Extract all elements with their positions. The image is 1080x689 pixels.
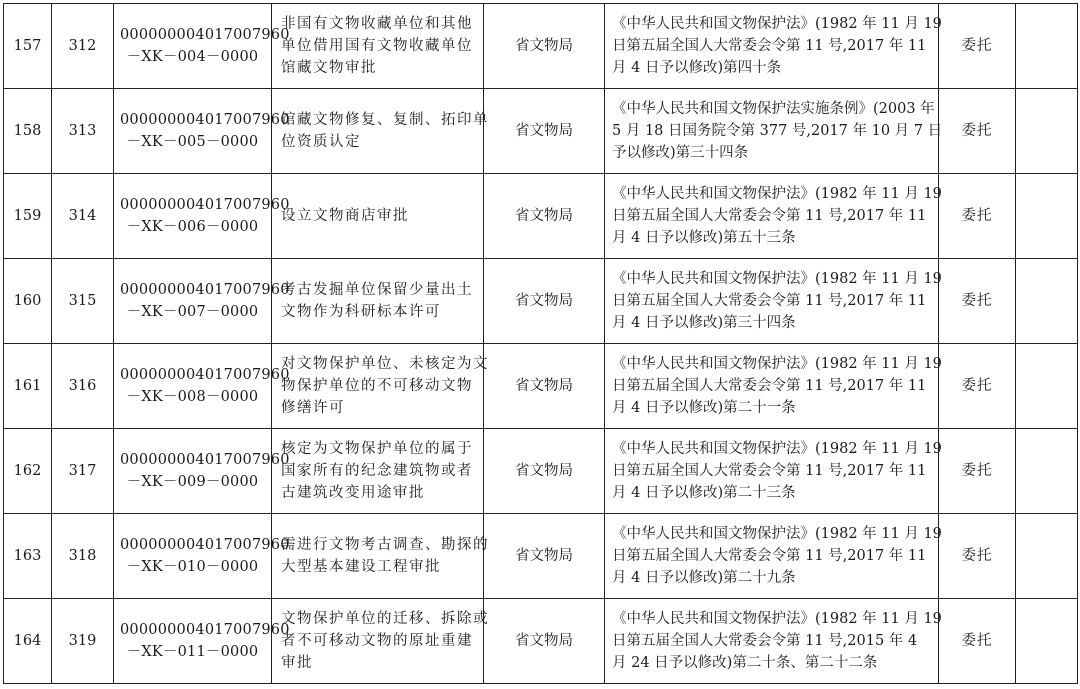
department-cell: 省文物局 — [484, 599, 605, 684]
legal-basis-cell-line: 《中华人民共和国文物保护法》(1982 年 11 月 19 — [612, 186, 942, 202]
item-code-cell — [114, 89, 290, 174]
item-code-cell-line: －XK－005－0000 — [126, 134, 259, 150]
legal-basis-cell-line: 月 4 日予以修改)第二十一条 — [612, 400, 796, 416]
item-name-cell-line: 对文物保护单位、未核定为文 — [281, 356, 489, 372]
remarks-cell — [1016, 599, 1078, 684]
legal-basis-cell-line: 《中华人民共和国文物保护法》(1982 年 11 月 19 — [612, 611, 942, 627]
item-number-cell: 318 — [52, 514, 114, 599]
legal-basis-cell — [605, 4, 942, 89]
legal-basis-cell — [605, 259, 942, 344]
table-row — [4, 429, 1078, 514]
legal-basis-cell-line: 《中华人民共和国文物保护法》(1982 年 11 月 19 — [612, 441, 942, 457]
item-code-cell-line: 000000004017007960 — [120, 112, 290, 128]
item-code-cell — [114, 259, 290, 344]
item-name-cell-line: 需进行文物考古调查、勘探的 — [281, 537, 489, 553]
table-row — [4, 344, 1078, 429]
mode-cell: 委托 — [939, 89, 1016, 174]
table-row — [4, 514, 1078, 599]
item-code-cell — [114, 344, 290, 429]
item-number-cell: 312 — [52, 4, 114, 89]
item-code-cell — [114, 514, 290, 599]
item-table — [3, 3, 1078, 684]
remarks-cell — [1016, 429, 1078, 514]
legal-basis-cell-line: 《中华人民共和国文物保护法》(1982 年 11 月 19 — [612, 271, 942, 287]
item-name-cell-line: 核定为文物保护单位的属于 — [281, 441, 473, 457]
legal-basis-cell-line: 月 4 日予以修改)第四十条 — [612, 60, 782, 76]
item-name-cell-line: 非国有文物收藏单位和其他 — [281, 16, 473, 32]
item-name-cell-line: 文物作为科研标本许可 — [281, 304, 441, 320]
legal-basis-cell-line: 5 月 18 日国务院令第 377 号,2017 年 10 月 7 日 — [612, 123, 943, 139]
item-code-cell-line: －XK－004－0000 — [126, 49, 259, 65]
item-name-cell-line: 古建筑改变用途审批 — [281, 485, 425, 501]
item-code-cell-line: 000000004017007960 — [120, 622, 290, 638]
remarks-cell — [1016, 4, 1078, 89]
mode-cell: 委托 — [939, 344, 1016, 429]
item-name-cell — [272, 599, 489, 684]
item-code-cell-line: 000000004017007960 — [120, 452, 290, 468]
seq-cell: 163 — [4, 514, 52, 599]
item-number-cell: 317 — [52, 429, 114, 514]
remarks-cell — [1016, 89, 1078, 174]
item-code-cell-line: －XK－009－0000 — [126, 474, 259, 490]
item-name-cell — [272, 344, 489, 429]
item-code-cell — [114, 4, 290, 89]
seq-cell: 157 — [4, 4, 52, 89]
department-cell: 省文物局 — [484, 4, 605, 89]
table-row — [4, 89, 1078, 174]
item-name-cell-line: 大型基本建设工程审批 — [281, 559, 441, 575]
item-name-cell — [272, 429, 484, 514]
mode-cell: 委托 — [939, 514, 1016, 599]
item-code-cell-line: 000000004017007960 — [120, 282, 290, 298]
seq-cell: 164 — [4, 599, 52, 684]
item-name-cell-line: 馆藏文物审批 — [281, 60, 377, 76]
legal-basis-cell — [605, 429, 942, 514]
mode-cell: 委托 — [939, 4, 1016, 89]
mode-cell: 委托 — [939, 599, 1016, 684]
item-number-cell: 315 — [52, 259, 114, 344]
department-cell: 省文物局 — [484, 89, 605, 174]
item-number-cell: 316 — [52, 344, 114, 429]
department-cell: 省文物局 — [484, 514, 605, 599]
legal-basis-cell-line: 月 24 日予以修改)第二十条、第二十二条 — [612, 655, 878, 671]
item-name-cell-line: 设立文物商店审批 — [281, 208, 409, 224]
item-code-cell-line: －XK－008－0000 — [126, 389, 259, 405]
department-cell: 省文物局 — [484, 174, 605, 259]
item-number-cell: 319 — [52, 599, 114, 684]
table-row — [4, 4, 1078, 89]
seq-cell: 158 — [4, 89, 52, 174]
legal-basis-cell-line: 日第五届全国人大常委会令第 11 号,2017 年 11 — [612, 293, 927, 309]
legal-basis-cell-line: 日第五届全国人大常委会令第 11 号,2017 年 11 — [612, 208, 927, 224]
department-cell: 省文物局 — [484, 259, 605, 344]
remarks-cell — [1016, 174, 1078, 259]
item-name-cell — [272, 4, 484, 89]
legal-basis-cell-line: 月 4 日予以修改)第五十三条 — [612, 230, 796, 246]
item-name-cell-line: 修缮许可 — [281, 400, 345, 416]
legal-basis-cell — [605, 514, 942, 599]
item-code-cell-line: －XK－011－0000 — [126, 644, 259, 660]
legal-basis-cell — [605, 89, 943, 174]
item-name-cell-line: 者不可移动文物的原址重建 — [281, 633, 473, 649]
item-code-cell-line: －XK－010－0000 — [126, 559, 259, 575]
legal-basis-cell-line: 日第五届全国人大常委会令第 11 号,2017 年 11 — [612, 378, 927, 394]
legal-basis-cell-line: 《中华人民共和国文物保护法》(1982 年 11 月 19 — [612, 526, 942, 542]
item-code-cell — [114, 429, 290, 514]
item-code-cell — [114, 599, 290, 684]
mode-cell: 委托 — [939, 174, 1016, 259]
seq-cell: 161 — [4, 344, 52, 429]
mode-cell: 委托 — [939, 429, 1016, 514]
table-row — [4, 259, 1078, 344]
remarks-cell — [1016, 344, 1078, 429]
legal-basis-cell — [605, 344, 942, 429]
department-cell: 省文物局 — [484, 344, 605, 429]
table-row — [4, 599, 1078, 684]
item-name-cell-line: 考古发掘单位保留少量出土 — [281, 282, 473, 298]
item-code-cell-line: －XK－006－0000 — [126, 219, 259, 235]
remarks-cell — [1016, 259, 1078, 344]
legal-basis-cell-line: 《中华人民共和国文物保护法》(1982 年 11 月 19 — [612, 16, 942, 32]
table-body — [4, 4, 1078, 684]
item-name-cell-line: 位资质认定 — [281, 134, 361, 150]
item-code-cell-line: －XK－007－0000 — [126, 304, 259, 320]
item-code-cell-line: 000000004017007960 — [120, 197, 290, 213]
legal-basis-cell-line: 日第五届全国人大常委会令第 11 号,2017 年 11 — [612, 463, 927, 479]
item-name-cell — [272, 514, 489, 599]
item-code-cell-line: 000000004017007960 — [120, 27, 290, 43]
seq-cell: 162 — [4, 429, 52, 514]
item-code-cell — [114, 174, 290, 259]
item-name-cell-line: 物保护单位的不可移动文物 — [281, 378, 473, 394]
item-number-cell: 313 — [52, 89, 114, 174]
legal-basis-cell-line: 《中华人民共和国文物保护法》(1982 年 11 月 19 — [612, 356, 942, 372]
legal-basis-cell-line: 月 4 日予以修改)第三十四条 — [612, 315, 796, 331]
item-name-cell — [272, 89, 489, 174]
legal-basis-cell-line: 月 4 日予以修改)第二十九条 — [612, 570, 796, 586]
remarks-cell — [1016, 514, 1078, 599]
seq-cell: 159 — [4, 174, 52, 259]
mode-cell: 委托 — [939, 259, 1016, 344]
legal-basis-cell-line: 《中华人民共和国文物保护法实施条例》(2003 年 — [612, 101, 935, 117]
item-name-cell-line: 单位借用国有文物收藏单位 — [281, 38, 473, 54]
item-name-cell-line: 审批 — [281, 655, 313, 671]
item-code-cell-line: 000000004017007960 — [120, 367, 290, 383]
item-name-cell — [272, 259, 484, 344]
legal-basis-cell-line: 予以修改)第三十四条 — [612, 145, 749, 161]
item-number-cell: 314 — [52, 174, 114, 259]
legal-basis-cell-line: 日第五届全国人大常委会令第 11 号,2015 年 4 — [612, 633, 918, 649]
legal-basis-cell-line: 日第五届全国人大常委会令第 11 号,2017 年 11 — [612, 548, 927, 564]
legal-basis-cell-line: 月 4 日予以修改)第二十三条 — [612, 485, 796, 501]
seq-cell: 160 — [4, 259, 52, 344]
legal-basis-cell — [605, 174, 942, 259]
item-name-cell — [272, 174, 484, 259]
table-row — [4, 174, 1078, 259]
item-name-cell-line: 馆藏文物修复、复制、拓印单 — [281, 112, 489, 128]
department-cell: 省文物局 — [484, 429, 605, 514]
item-name-cell-line: 国家所有的纪念建筑物或者 — [281, 463, 473, 479]
item-name-cell-line: 文物保护单位的迁移、拆除或 — [281, 611, 489, 627]
item-code-cell-line: 000000004017007960 — [120, 537, 290, 553]
legal-basis-cell — [605, 599, 942, 684]
legal-basis-cell-line: 日第五届全国人大常委会令第 11 号,2017 年 11 — [612, 38, 927, 54]
